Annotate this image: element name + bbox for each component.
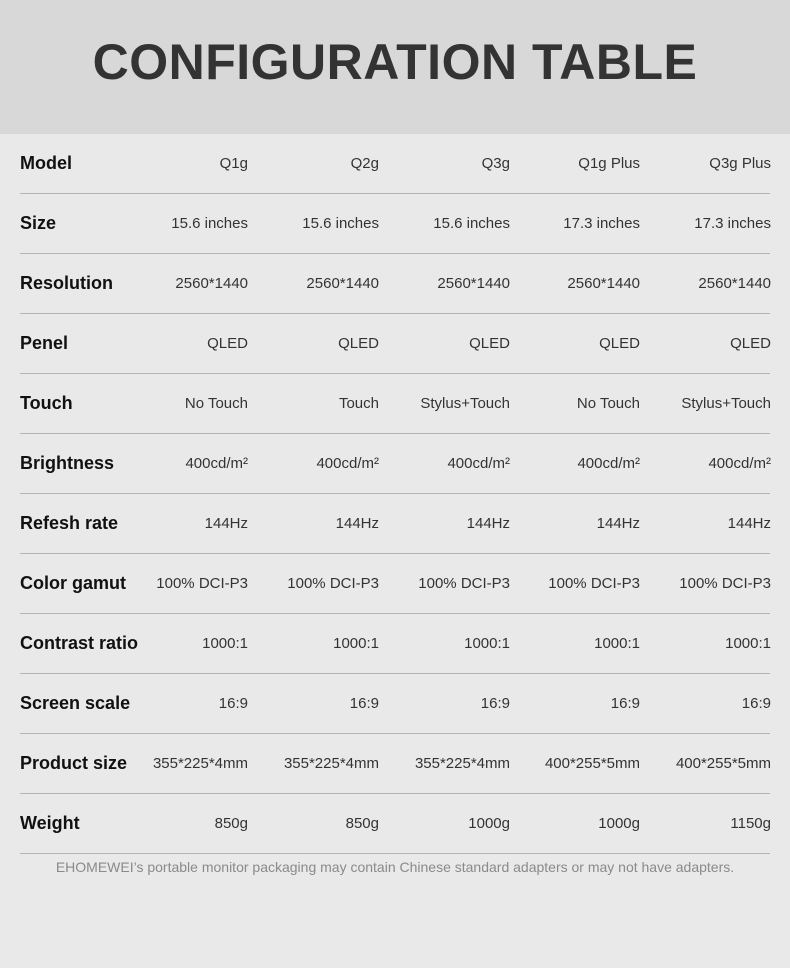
table-cell: 15.6 inches	[433, 215, 510, 232]
table-cell: 400cd/m²	[316, 455, 379, 472]
table-cell: Q2g	[350, 155, 379, 172]
table-cell: 100% DCI-P3	[156, 575, 248, 592]
table-cell: 144Hz	[466, 515, 510, 532]
row-label: Color gamut	[20, 573, 126, 593]
row-label: Weight	[20, 813, 80, 833]
table-cell: 1000:1	[333, 635, 379, 652]
table-row-panel	[20, 314, 770, 374]
table-cell: 400cd/m²	[447, 455, 510, 472]
table-cell: Stylus+Touch	[420, 395, 510, 412]
table-cell: 100% DCI-P3	[287, 575, 379, 592]
table-cell: 1000:1	[464, 635, 510, 652]
table-cell: No Touch	[184, 395, 248, 412]
table-cell: 15.6 inches	[302, 215, 379, 232]
title-banner	[0, 0, 790, 134]
table-cell: 355*225*4mm	[152, 755, 248, 772]
table-cell: 2560*1440	[175, 275, 248, 292]
table-cell: 850g	[345, 815, 379, 832]
table-cell: 400cd/m²	[577, 455, 640, 472]
table-cell: 15.6 inches	[171, 215, 248, 232]
table-cell: 2560*1440	[306, 275, 379, 292]
table-row-refresh-rate	[20, 494, 770, 554]
table-row-contrast-ratio	[20, 614, 770, 674]
table-row-model	[20, 134, 770, 194]
configuration-table	[20, 134, 770, 854]
table-cell: 100% DCI-P3	[548, 575, 640, 592]
table-cell: 400cd/m²	[708, 455, 771, 472]
table-cell: 2560*1440	[698, 275, 771, 292]
page-title: CONFIGURATION TABLE	[92, 34, 698, 90]
table-cell: 1000:1	[202, 635, 248, 652]
row-label: Product size	[20, 753, 128, 773]
table-cell: QLED	[599, 335, 640, 352]
table-cell: 850g	[214, 815, 248, 832]
table-cell: QLED	[207, 335, 248, 352]
table-cell: 16:9	[349, 695, 379, 712]
table-cell: 1150g	[730, 815, 771, 832]
footnote-text: EHOMEWEI’s portable monitor packaging may contain Chinese standard adapters or may not have adapters.	[55, 859, 735, 875]
table-cell: 1000:1	[725, 635, 771, 652]
table-row-color-gamut	[20, 554, 770, 614]
table-cell: Touch	[338, 395, 379, 412]
table-cell: 1000g	[468, 815, 510, 832]
table-cell: 1000:1	[594, 635, 640, 652]
table-cell: Q1g Plus	[578, 155, 640, 172]
row-label: Touch	[20, 393, 73, 413]
table-cell: 355*225*4mm	[283, 755, 379, 772]
row-label: Brightness	[20, 453, 115, 473]
table-cell: 100% DCI-P3	[679, 575, 771, 592]
table-cell: 2560*1440	[567, 275, 640, 292]
table-cell: 144Hz	[204, 515, 248, 532]
row-label: Size	[20, 213, 57, 233]
table-cell: 144Hz	[727, 515, 771, 532]
table-cell: 17.3 inches	[694, 215, 771, 232]
row-label: Contrast ratio	[20, 633, 139, 653]
table-cell: 16:9	[480, 695, 510, 712]
table-cell: 16:9	[218, 695, 248, 712]
table-cell: No Touch	[576, 395, 640, 412]
table-row-resolution	[20, 254, 770, 314]
table-cell: 400*255*5mm	[675, 755, 771, 772]
table-cell: 144Hz	[335, 515, 379, 532]
table-cell: 100% DCI-P3	[418, 575, 510, 592]
row-label: Resolution	[20, 273, 113, 293]
table-cell: QLED	[338, 335, 379, 352]
table-row-size	[20, 194, 770, 254]
table-cell: 144Hz	[596, 515, 640, 532]
table-cell: QLED	[469, 335, 510, 352]
table-row-weight	[20, 794, 770, 854]
row-label: Refesh rate	[20, 513, 119, 533]
table-row-screen-scale	[20, 674, 770, 734]
row-label: Model	[20, 153, 72, 173]
table-cell: 1000g	[598, 815, 640, 832]
table-cell: Q1g	[219, 155, 248, 172]
table-cell: Q3g Plus	[709, 155, 771, 172]
table-cell: QLED	[730, 335, 771, 352]
row-label: Screen scale	[20, 693, 131, 713]
table-cell: 16:9	[610, 695, 640, 712]
table-cell: 2560*1440	[437, 275, 510, 292]
table-row-touch	[20, 374, 770, 434]
table-cell: Q3g	[481, 155, 510, 172]
table-cell: 16:9	[741, 695, 771, 712]
row-label: Penel	[20, 333, 69, 353]
table-cell: Stylus+Touch	[681, 395, 771, 412]
table-cell: 355*225*4mm	[414, 755, 510, 772]
table-row-product-size	[20, 734, 770, 794]
table-cell: 400*255*5mm	[544, 755, 640, 772]
table-cell: 17.3 inches	[563, 215, 640, 232]
table-row-brightness	[20, 434, 770, 494]
table-cell: 400cd/m²	[185, 455, 248, 472]
